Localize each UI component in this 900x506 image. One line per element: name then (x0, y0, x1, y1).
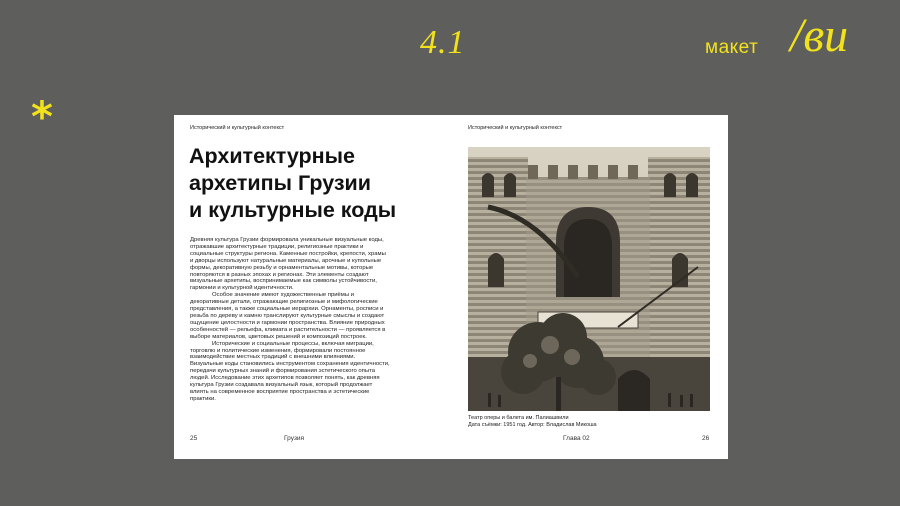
page-number: 26 (702, 435, 710, 442)
asterisk-icon: * (31, 92, 53, 141)
caption-line: Дата съёмки: 1951 год. Автор: Владислав Микоша (468, 422, 597, 428)
photo-caption (468, 415, 708, 429)
running-head: Исторический и культурный контекст (190, 125, 285, 131)
theatre-photo (468, 147, 710, 411)
right-page (451, 115, 728, 459)
footer-label: Грузия (284, 435, 305, 442)
paragraph: Древняя культура Грузии формировала уникальные визуальные коды, отражавшие архитектурные традиции, религиозные практики и социальные структуры региона. Каменные постройки, крепости, храмы и дворцы используют натуральные материалы, арочные и купольные формы, декоративную резьбу и орнаментальные мотивы, которые повторяются в разных эпохах и регионах. Эти элементы создают визуальные архетипы, воспринимаемые как символы устойчивости, гармонии и культурной идентичности. (190, 237, 386, 292)
body-text (190, 237, 390, 403)
page-title: Архитектурные архетипы Грузии и культурные коды (189, 144, 397, 222)
page-number: 25 (190, 435, 198, 442)
paragraph: Особое значение имеют художественные приёмы и декоративные детали, отражающие религиозные и мифологические представления, а также социальные иерархии. Орнаменты, росписи и резьба по дереву и камню транслируют культурные смыслы и создают ощущение целостности и гармонии пространства. Влияние природных особенностей — рельефа, климата и растительности — проявляется в выборе материалов, цветовых решений и композиций построек. (190, 292, 386, 340)
left-page (174, 115, 451, 459)
book-spread (174, 115, 728, 459)
running-head: Исторический и культурный контекст (468, 125, 563, 131)
layout-label: макет (705, 37, 759, 58)
caption-line: Театр оперы и балета им. Палиашвили (468, 415, 569, 421)
paragraph: Исторические и социальные процессы, включая миграции, торговлю и политические изменения, формировали постоянное взаимодействие местных традиций с внешними влияниями. Визуальные коды становились инструментом сохранения идентичности, передачи культурных знаний и формирования эстетического опыта людей. Исследование этих архетипов позволяет понять, как древняя культура Грузии создавала визуальный язык, который продолжает влиять на современное восприятие пространства и эстетические практики. (190, 340, 390, 402)
slide-number: 4.1 (420, 24, 466, 61)
brand-logo: /ви (790, 9, 849, 62)
footer-label: Глава 02 (563, 435, 590, 442)
